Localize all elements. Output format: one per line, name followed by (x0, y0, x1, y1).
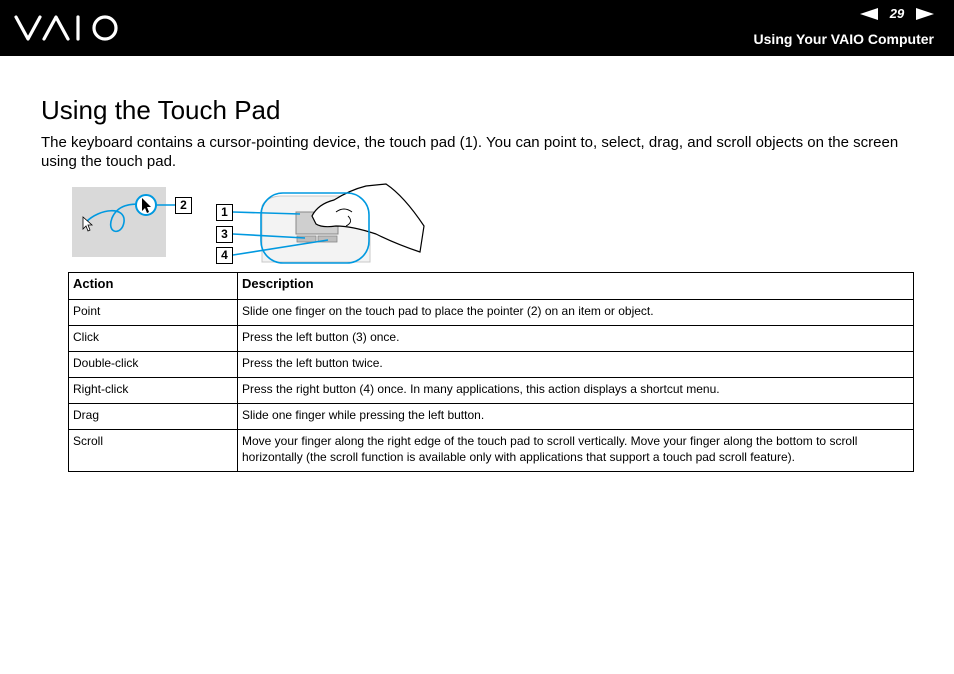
table-row (69, 300, 914, 326)
pointer-trail (86, 204, 140, 231)
description-cell: Slide one finger while pressing the left button. (238, 404, 914, 430)
column-header-description: Description (238, 273, 914, 300)
description-cell: Press the right button (4) once. In many applications, this action displays a shortcut menu. (238, 378, 914, 404)
action-cell: Click (69, 326, 238, 352)
table-row (69, 404, 914, 430)
left-button (297, 236, 316, 242)
callout-1: 1 (216, 204, 233, 221)
callout-4: 4 (216, 247, 233, 264)
table-row (69, 352, 914, 378)
action-cell: Scroll (69, 430, 238, 472)
table-row (69, 430, 914, 472)
description-cell: Press the left button (3) once. (238, 326, 914, 352)
action-cell: Right-click (69, 378, 238, 404)
column-header-action: Action (69, 273, 238, 300)
touch-pad-actions-table (68, 272, 914, 472)
callout-2: 2 (175, 197, 192, 214)
small-cursor-icon (83, 217, 92, 231)
table-row (69, 378, 914, 404)
section-title: Using Your VAIO Computer (753, 31, 934, 47)
table-row (69, 326, 914, 352)
page-number: 29 (889, 6, 905, 21)
action-cell: Point (69, 300, 238, 326)
intro-paragraph: The keyboard contains a cursor-pointing device, the touch pad (1). You can point to, select, drag, and scroll objects on the screen using the touch pad. (41, 134, 899, 170)
table-header-row (69, 273, 914, 300)
action-cell: Drag (69, 404, 238, 430)
page-title: Using the Touch Pad (41, 95, 281, 125)
action-cell: Double-click (69, 352, 238, 378)
description-cell: Slide one finger on the touch pad to place the pointer (2) on an item or object. (238, 300, 914, 326)
callout-3: 3 (216, 226, 233, 243)
description-cell: Press the left button twice. (238, 352, 914, 378)
description-cell: Move your finger along the right edge of the touch pad to scroll vertically. Move your finger along the bottom to scroll horizontally (the scroll function is available only with applications that support a touch pad scroll feature). (238, 430, 914, 472)
